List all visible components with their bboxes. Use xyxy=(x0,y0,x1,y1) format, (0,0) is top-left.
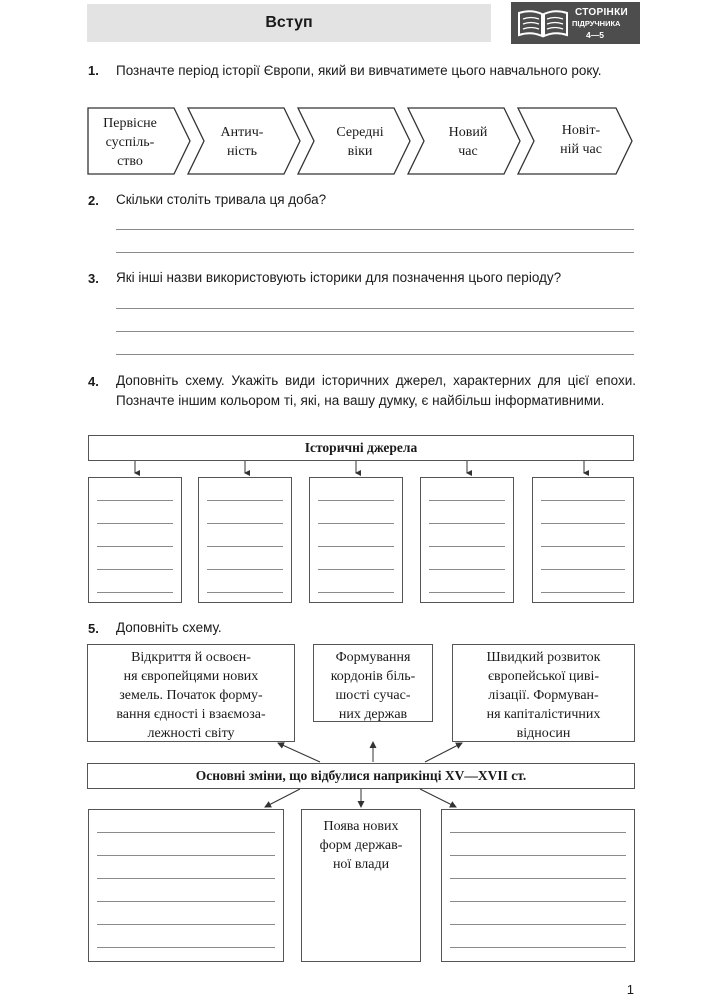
badge-sublabel: ПІДРУЧНИКА xyxy=(572,19,621,28)
page-title: Вступ xyxy=(87,4,491,42)
question-1-text: Позначте період історії Європи, який ви вивчатимете цього навчального року. xyxy=(116,63,602,78)
period-antiquity: Антич- ність xyxy=(220,125,264,159)
answer-line[interactable] xyxy=(116,229,634,230)
period-early-modern: Новий час xyxy=(448,125,488,159)
change-box-new-lands: Відкриття й освоєн- ня європейцями нових земель. Початок форму- вання єдності і взаємоза- лежності світу xyxy=(87,644,295,742)
period-modern: Новіт- ній час xyxy=(560,123,602,157)
source-box-5[interactable] xyxy=(532,477,634,603)
answer-box-left[interactable] xyxy=(88,809,284,962)
main-changes-band: Основні зміни, що відбулися наприкінці XV—XVII ст. xyxy=(87,763,635,789)
change-box-borders: Формування кордонів біль- шості сучас- них держав xyxy=(313,644,433,722)
textbook-pages-badge xyxy=(511,2,640,44)
badge-pages: 4—5 xyxy=(586,30,604,40)
answer-line[interactable] xyxy=(116,331,634,332)
question-3-number: 3. xyxy=(88,271,99,286)
change-box-civilization: Швидкий розвиток європейської циві- лізації. Формуван- ня капіталістичних відносин xyxy=(452,644,635,742)
question-4-number: 4. xyxy=(88,374,99,389)
change-box-state-forms: Поява нових форм держав- ної влади xyxy=(301,809,421,962)
answer-box-right[interactable] xyxy=(441,809,635,962)
question-5-number: 5. xyxy=(88,621,99,636)
question-2-text: Скільки століть тривала ця доба? xyxy=(116,192,327,207)
historical-sources-header: Історичні джерела xyxy=(88,435,634,461)
question-1-number: 1. xyxy=(88,63,99,78)
period-middle-ages: Середні віки xyxy=(336,125,384,159)
source-box-1[interactable] xyxy=(88,477,182,603)
answer-line[interactable] xyxy=(116,252,634,253)
answer-line[interactable] xyxy=(116,354,634,355)
answer-line[interactable] xyxy=(116,308,634,309)
open-book-icon xyxy=(517,8,569,38)
source-box-4[interactable] xyxy=(420,477,514,603)
source-box-3[interactable] xyxy=(309,477,403,603)
question-3-text: Які інші назви використовують історики для позначення цього періоду? xyxy=(116,270,562,285)
question-5-text: Доповніть схему. xyxy=(116,620,222,635)
page-number: 1 xyxy=(626,982,634,997)
question-2-number: 2. xyxy=(88,193,99,208)
period-primitive-society: Первісне суспіль- ство xyxy=(103,116,157,169)
question-4-text: Доповніть схему. Укажіть види історичних джерел, характерних для цієї епохи. Позначте іншим кольором ті, які, на вашу думку, є найбільш інформативними. xyxy=(116,373,636,408)
badge-label: СТОРІНКИ xyxy=(575,7,628,18)
source-box-2[interactable] xyxy=(198,477,292,603)
